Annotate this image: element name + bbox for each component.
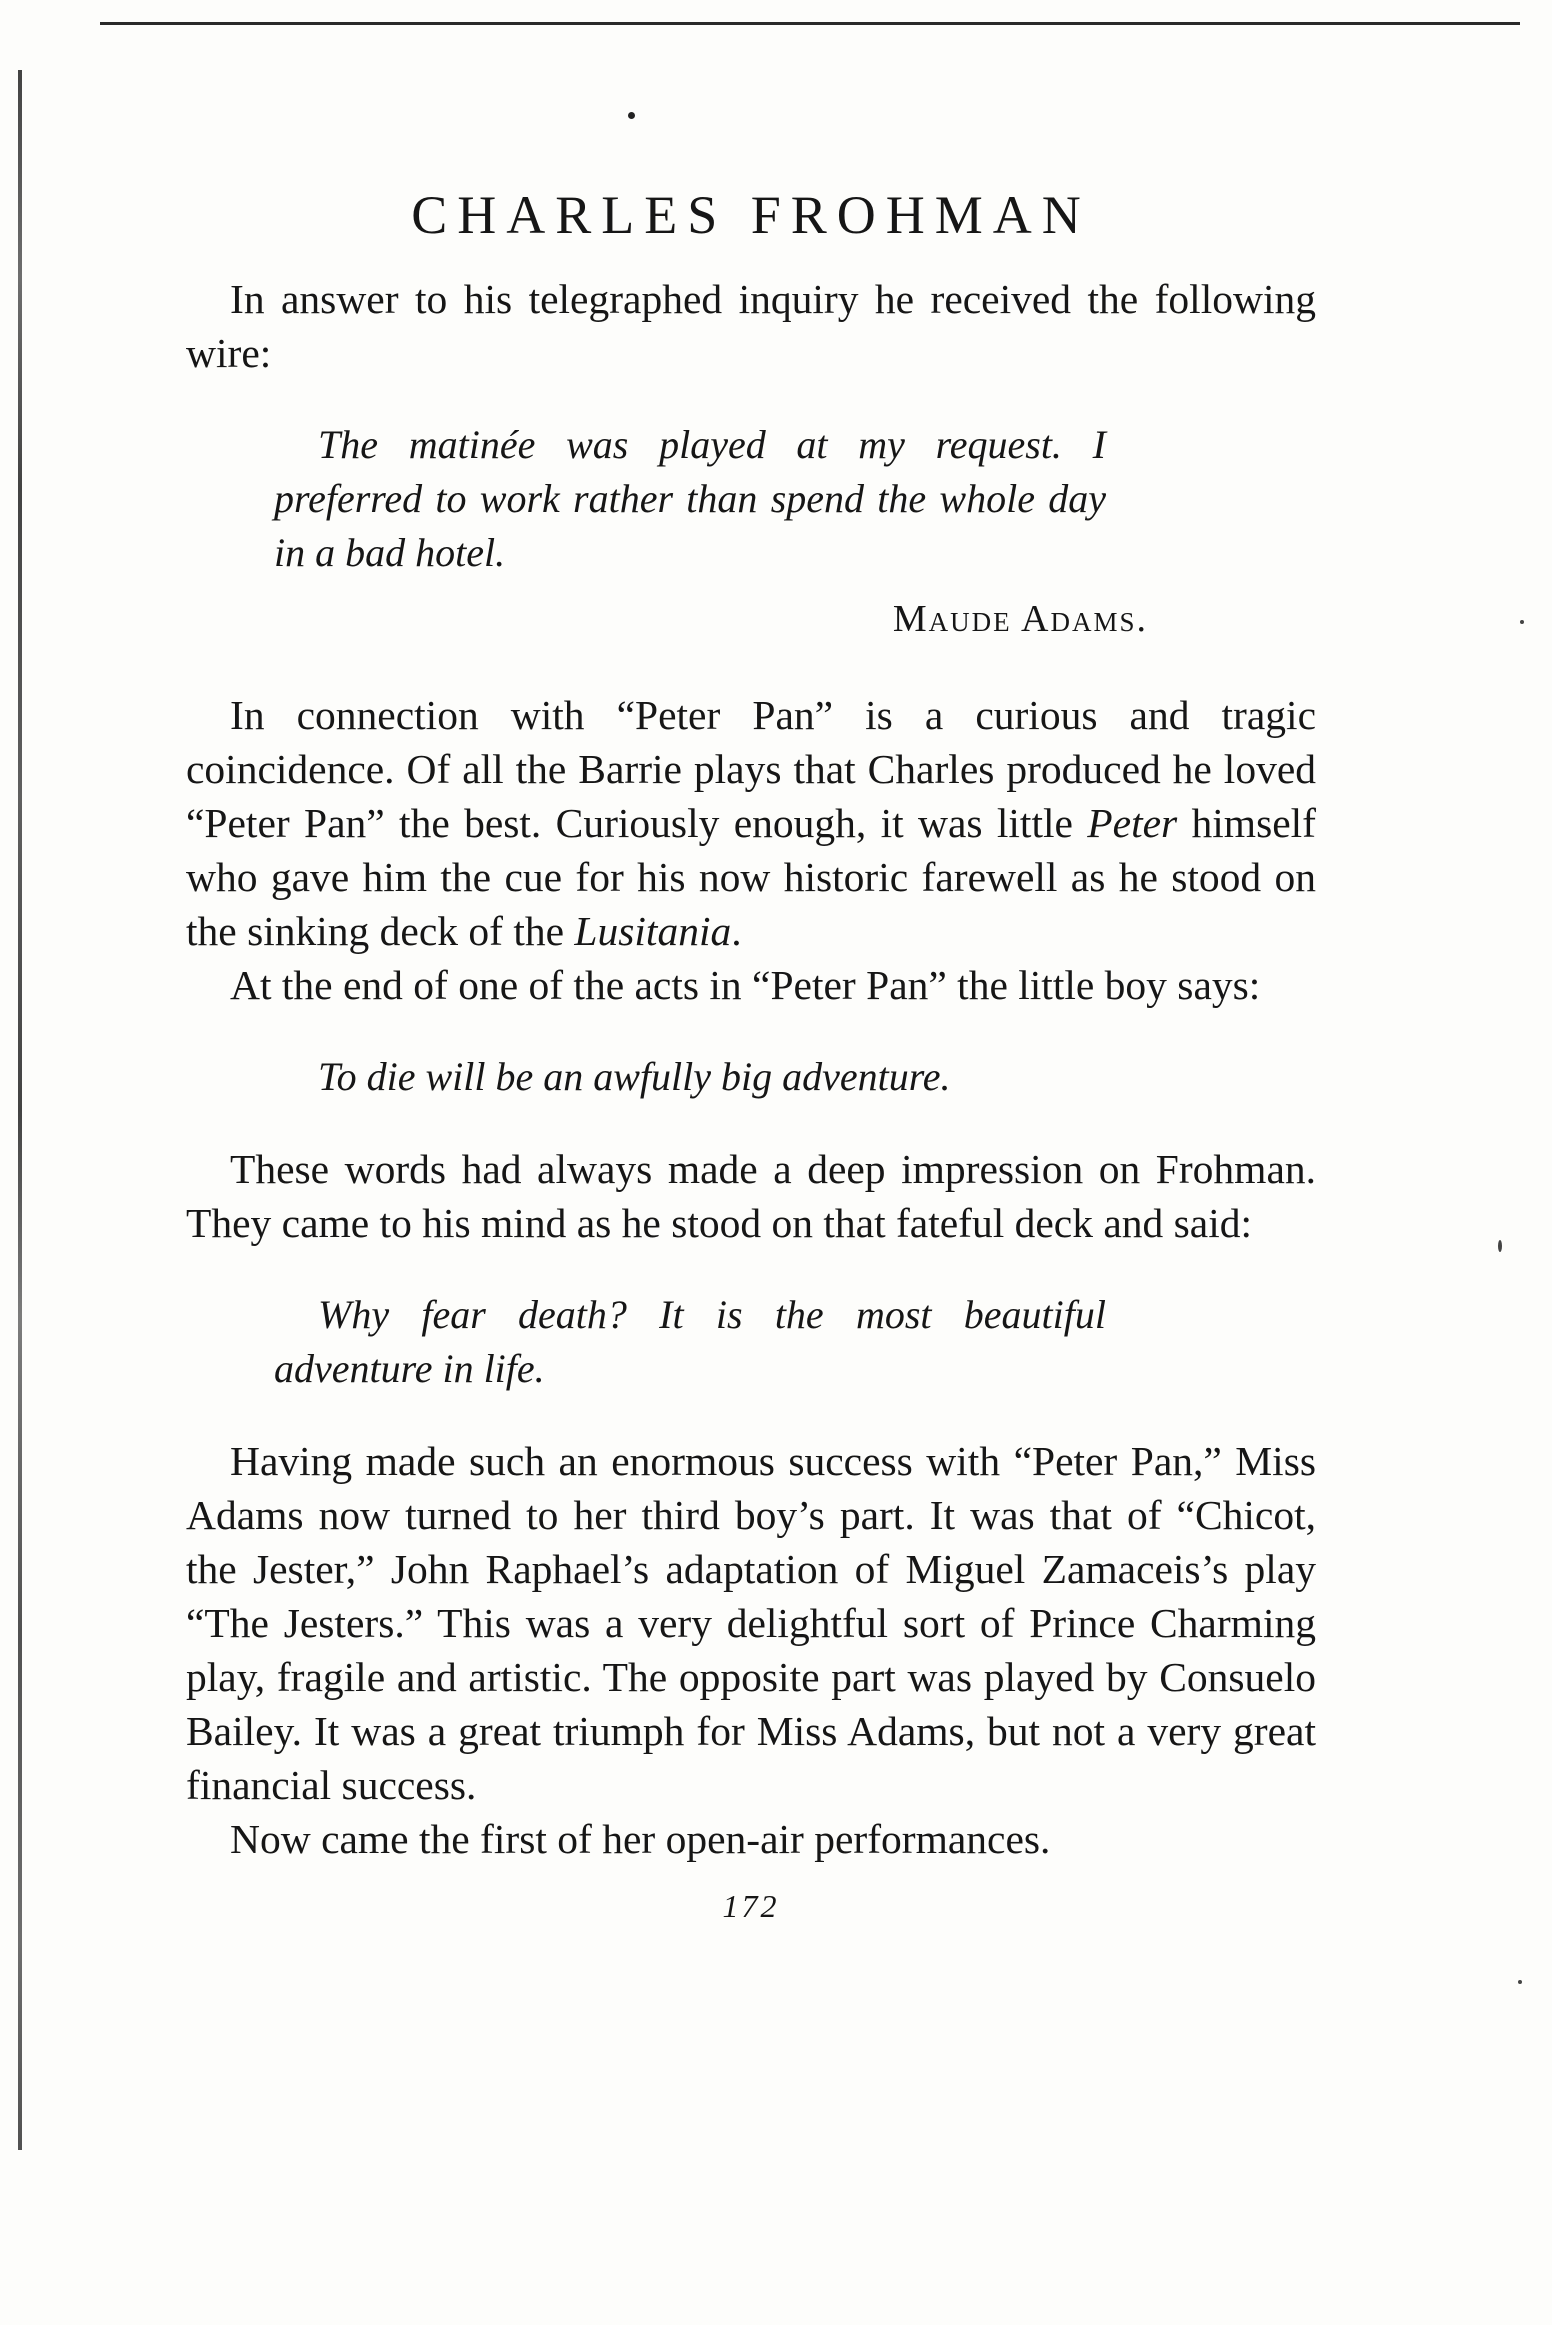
- running-head: CHARLES FROHMAN: [411, 185, 1091, 245]
- italic-run: Peter: [1087, 800, 1178, 846]
- paragraph-2: [186, 688, 1316, 958]
- ink-dot: [628, 112, 635, 119]
- quote-signature: Maude Adams.: [892, 598, 1148, 640]
- paragraph-3: At the end of one of the acts in “Peter Pan” the little boy says:: [230, 962, 1261, 1008]
- paragraph-4: These words had always made a deep impression on Frohman. They came to his mind as he stood on that fateful deck and said:: [186, 1146, 1316, 1246]
- quote-frohman: Why fear death? It is the most beautiful adventure in life.: [274, 1292, 1106, 1391]
- paragraph-5: Having made such an enormous success with “Peter Pan,” Miss Adams now turned to her third boy’s part. It was that of “Chicot, the Jester,” John Raphael’s adaptation of Miguel Zamaceis’s play “The Jesters.” This was a very delightful sort of Prince Charming play, fragile and artistic. The opposite part was played by Consuelo Bailey. It was a great triumph for Miss Adams, but not a very great financial success.: [186, 1438, 1316, 1808]
- book-page: [186, 180, 1316, 1925]
- page-number: 172: [722, 1888, 780, 1924]
- paragraph-6: Now came the first of her open-air performances.: [230, 1816, 1051, 1862]
- quote-peter-pan: To die will be an awfully big adventure.: [318, 1054, 951, 1099]
- text-run: .: [731, 908, 742, 954]
- italic-run: Lusitania: [574, 908, 732, 954]
- text-run: himself who gave him the cue for his now historic farewell as he stood on the sinking deck of the: [186, 800, 1316, 954]
- quote-telegram: The matinée was played at my request. I preferred to work rather than spend the whole day in a bad hotel.: [274, 422, 1106, 575]
- speck: [1520, 620, 1524, 624]
- top-rule: [100, 22, 1520, 25]
- page-edge-shadow: [18, 70, 22, 2150]
- paragraph-1: In answer to his telegraphed inquiry he received the following wire:: [186, 276, 1316, 376]
- speck: [1498, 1240, 1502, 1252]
- text-run: In connection with “Peter Pan” is a curious and tragic coincidence. Of all the Barrie plays that Charles produced he loved “Peter Pan” the best. Curiously enough, it was little: [186, 692, 1316, 846]
- speck: [1518, 1980, 1522, 1984]
